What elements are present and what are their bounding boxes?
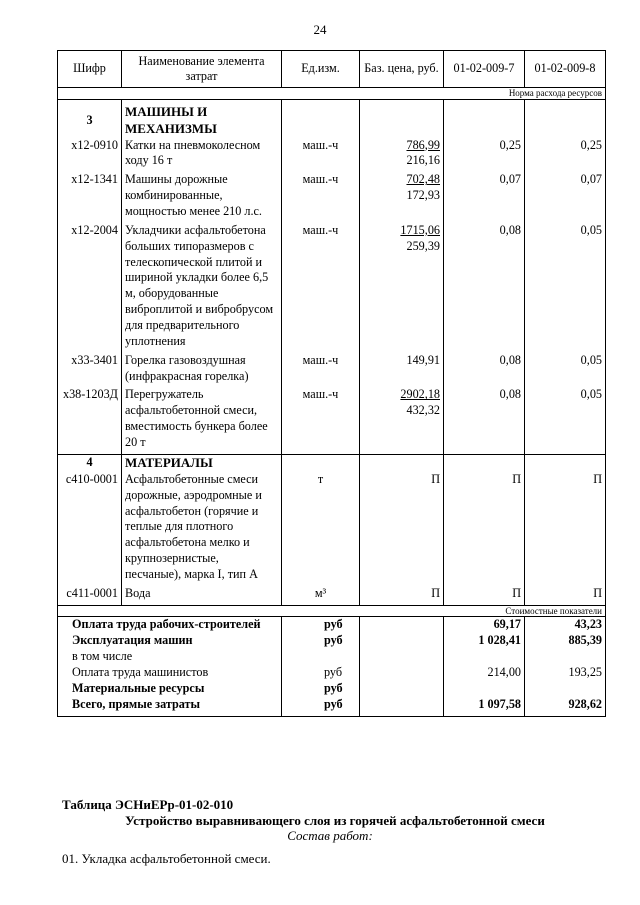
resource-code: с411-0001: [58, 586, 122, 605]
norm-value-2: 0,05: [525, 223, 606, 353]
summary-label: Оплата труда машинистов: [58, 665, 282, 681]
summary-unit: руб: [282, 633, 360, 649]
summary-unit: руб: [282, 665, 360, 681]
table-row: [58, 353, 606, 388]
summary-label: в том числе: [58, 649, 282, 665]
resource-code: х38-1203Д: [58, 387, 122, 454]
summary-value-2: 885,39: [525, 633, 606, 649]
resource-code: с410-0001: [58, 472, 122, 586]
resource-price: П: [360, 472, 444, 586]
resource-unit: маш.-ч: [282, 353, 360, 388]
cost-caption: Стоимостные показатели: [58, 605, 606, 617]
resource-code: х12-2004: [58, 223, 122, 353]
resource-name: Перегружатель асфальтобетонной смеси, вместимость бункера более 20 т: [122, 387, 282, 454]
summary-value-1: 214,00: [444, 665, 525, 681]
resource-price: 2902,18: [400, 387, 440, 402]
resource-price-secondary: 432,32: [406, 403, 440, 418]
summary-value-2: 43,23: [525, 617, 606, 633]
next-table-title: Таблица ЭСНиЕРр-01-02-010: [62, 797, 234, 812]
resource-name: Асфальтобетонные смеси дорожные, аэродромные и асфальтобетон (горячие и теплые для плотного асфальтобетона мелко и крупнозернистые, песчаные), марка I, тип А: [122, 472, 282, 586]
summary-unit: руб: [282, 617, 360, 633]
section-row: [58, 454, 606, 471]
resource-name: Машины дорожные комбинированные, мощностью менее 210 л.с.: [122, 172, 282, 223]
table-row: [58, 586, 606, 605]
summary-value-2: 193,25: [525, 665, 606, 681]
section-title: МАШИНЫ И МЕХАНИЗМЫ: [122, 99, 282, 137]
resource-unit: т: [282, 472, 360, 586]
table-row: [58, 472, 606, 586]
resource-table: [57, 50, 606, 717]
summary-value-2: 928,62: [525, 697, 606, 716]
next-table-subtitle: Устройство выравнивающего слоя из горячей асфальтобетонной смеси: [125, 813, 545, 828]
norm-value-1: П: [444, 472, 525, 586]
resource-unit: маш.-ч: [282, 223, 360, 353]
norm-value-1: 0,07: [444, 172, 525, 223]
section-row: [58, 99, 606, 137]
resource-code: х12-1341: [58, 172, 122, 223]
norm-value-1: П: [444, 586, 525, 605]
resource-unit: маш.-ч: [282, 172, 360, 223]
resource-price: 1715,06: [400, 222, 440, 237]
resource-unit: маш.-ч: [282, 138, 360, 173]
summary-unit: руб: [282, 697, 360, 716]
resource-price-secondary: 172,93: [406, 188, 440, 203]
resource-name: Вода: [122, 586, 282, 605]
summary-row: [58, 633, 606, 649]
norm-value-2: 0,05: [525, 353, 606, 388]
summary-value-1: 69,17: [444, 617, 525, 633]
resource-price: П: [360, 586, 444, 605]
header-code: Шифр: [58, 51, 122, 88]
table-row: [58, 172, 606, 223]
works-caption: Состав работ:: [287, 828, 373, 843]
resource-price: 149,91: [406, 352, 440, 367]
summary-unit: руб: [282, 681, 360, 697]
resource-code: х12-0910: [58, 138, 122, 173]
summary-label: Всего, прямые затраты: [58, 697, 282, 716]
summary-value-1: 1 028,41: [444, 633, 525, 649]
summary-label: Материальные ресурсы: [58, 681, 282, 697]
norm-value-2: 0,07: [525, 172, 606, 223]
summary-row: [58, 665, 606, 681]
header-unit: Ед.изм.: [282, 51, 360, 88]
summary-row: [58, 649, 606, 665]
summary-label: Оплата труда рабочих-строителей: [58, 617, 282, 633]
resource-price: 786,99: [406, 137, 440, 152]
resource-name: Катки на пневмоколесном ходу 16 т: [122, 138, 282, 173]
resource-unit: маш.-ч: [282, 387, 360, 454]
header-col1: 01-02-009-7: [444, 51, 525, 88]
section-number: 3: [58, 99, 122, 137]
norm-value-1: 0,08: [444, 387, 525, 454]
summary-label: Эксплуатация машин: [58, 633, 282, 649]
norm-value-2: 0,25: [525, 138, 606, 173]
norm-value-2: 0,05: [525, 387, 606, 454]
table-row: [58, 387, 606, 454]
resource-price-secondary: 259,39: [406, 238, 440, 253]
table-row: [58, 138, 606, 173]
summary-row: [58, 617, 606, 633]
header-name: Наименование элемента затрат: [122, 51, 282, 88]
norm-value-1: 0,25: [444, 138, 525, 173]
norm-caption: Норма расхода ресурсов: [58, 88, 606, 100]
norm-value-1: 0,08: [444, 353, 525, 388]
norm-value-2: П: [525, 472, 606, 586]
resource-price: 702,48: [406, 172, 440, 187]
resource-code: х33-3401: [58, 353, 122, 388]
section-number: 4: [58, 454, 122, 471]
resource-unit: м³: [282, 586, 360, 605]
norm-value-1: 0,08: [444, 223, 525, 353]
norm-value-2: П: [525, 586, 606, 605]
resource-name: Горелка газовоздушная (инфракрасная горелка): [122, 353, 282, 388]
header-col2: 01-02-009-8: [525, 51, 606, 88]
table-row: [58, 223, 606, 353]
resource-price-secondary: 216,16: [406, 153, 440, 168]
header-price: Баз. цена, руб.: [360, 51, 444, 88]
section-title: МАТЕРИАЛЫ: [122, 454, 282, 471]
page-number: 24: [313, 22, 327, 37]
summary-row: [58, 681, 606, 697]
table-header-row: [58, 51, 606, 88]
summary-value-1: 1 097,58: [444, 697, 525, 716]
summary-row: [58, 697, 606, 716]
work-item: 01. Укладка асфальтобетонной смеси.: [62, 851, 271, 866]
resource-name: Укладчики асфальтобетона больших типоразмеров с телескопической плитой и шириной укладки более 6,5 м, оборудованные виброплитой и вибробрусом для предварительного уплотнения: [122, 223, 282, 353]
